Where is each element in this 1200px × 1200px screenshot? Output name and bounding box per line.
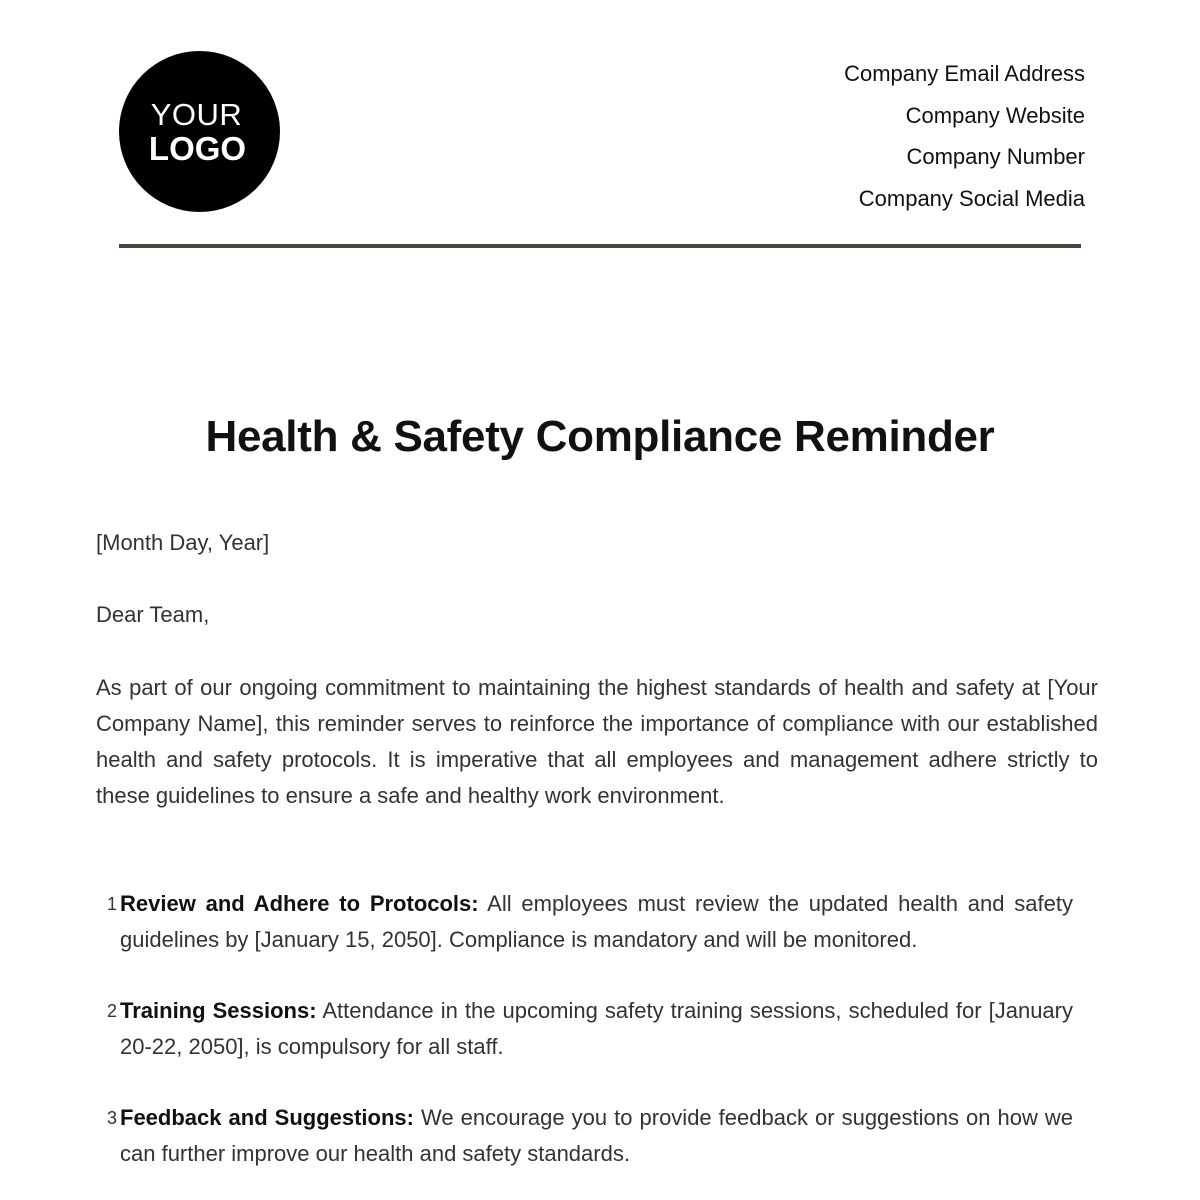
letter-greeting: Dear Team,: [96, 602, 210, 627]
letter-date: [Month Day, Year]: [96, 530, 270, 555]
company-email: Company Email Address: [844, 61, 1085, 86]
company-social-media: Company Social Media: [858, 186, 1085, 212]
list-item: [96, 1100, 1073, 1172]
list-item-text: All employees must review the updated health and safety guidelines by [January 15, 2050]. Compliance is mandatory and will be monitored.: [120, 891, 1073, 952]
list-item-text: We encourage you to provide feedback or suggestions on how we can further improve our health and safety standards.: [120, 1105, 1074, 1166]
list-item-heading: Review and Adhere to Protocols:: [120, 891, 479, 916]
list-item: [96, 993, 1073, 1065]
list-item-number: 1: [107, 894, 118, 914]
logo-line-2: LOGO: [148, 129, 247, 167]
company-contact-block: [844, 53, 1085, 220]
intro-paragraph: As part of our ongoing commitment to maintaining the highest standards of health and safety at [Your Company Name], this reminder serves to reinforce the importance of compliance with our established health and safety protocols. It is imperative that all employees and management adhere strictly to these guidelines to ensure a safe and healthy work environment.: [96, 675, 1098, 808]
list-item-number: 2: [107, 1001, 118, 1021]
header-divider: [119, 244, 1081, 248]
list-item-number: 3: [107, 1108, 118, 1128]
list-item-heading: Feedback and Suggestions:: [120, 1105, 414, 1130]
compliance-list: [96, 886, 1073, 1200]
list-item: [96, 886, 1073, 958]
document-title: Health & Safety Compliance Reminder: [205, 412, 995, 461]
company-website: Company Website: [905, 102, 1085, 128]
list-item-heading: Training Sessions:: [120, 998, 317, 1023]
list-item-text: Attendance in the upcoming safety training sessions, scheduled for [January 20-22, 2050], is compulsory for all staff.: [120, 998, 1073, 1059]
company-number: Company Number: [906, 144, 1085, 170]
company-logo: [119, 51, 280, 212]
logo-line-1: YOUR: [150, 96, 243, 132]
